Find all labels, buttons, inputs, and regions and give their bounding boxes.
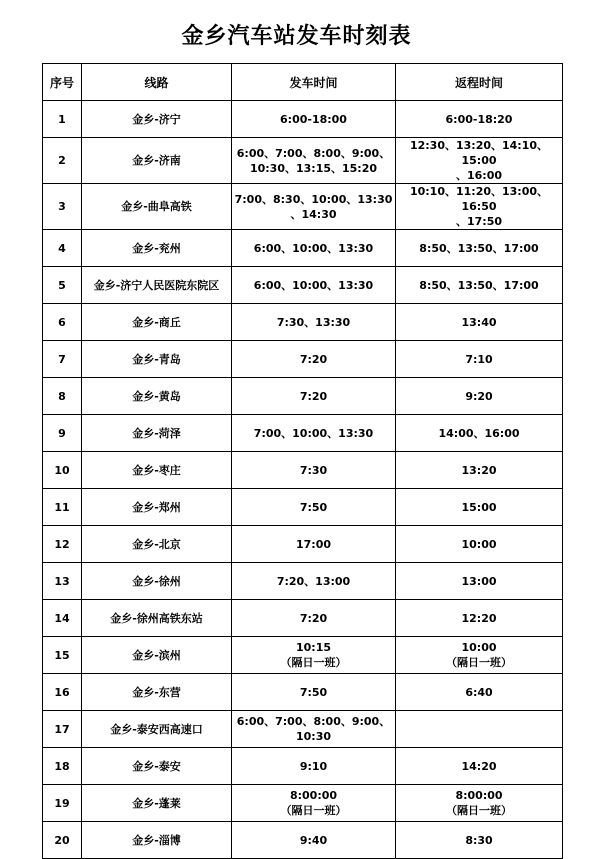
return-time	[396, 101, 563, 138]
row-number: 20	[43, 822, 82, 859]
time-text: （隔日一班）	[446, 804, 512, 817]
time-text: 12:20	[461, 611, 497, 625]
table-row	[43, 230, 563, 267]
time-text: 7:30、13:30	[276, 315, 351, 329]
depart-time	[232, 230, 396, 267]
depart-time	[232, 489, 396, 526]
time-text: 10:10、11:20、13:00、16:50	[409, 185, 549, 213]
time-text: 10:30	[295, 730, 331, 743]
row-number: 5	[43, 267, 82, 304]
depart-time	[232, 748, 396, 785]
time-text: 9:40	[299, 833, 328, 847]
route-name: 金乡-淄博	[82, 822, 232, 859]
time-text: 9:10	[299, 759, 328, 773]
time-text: 7:30	[299, 463, 328, 477]
time-text: 6:40	[465, 685, 493, 699]
return-time	[396, 822, 563, 859]
route-name: 金乡-济宁	[82, 101, 232, 138]
return-time	[396, 674, 563, 711]
depart-time	[232, 101, 396, 138]
time-text: 10:00	[461, 641, 497, 654]
depart-time	[232, 674, 396, 711]
return-time	[396, 748, 563, 785]
time-text: （隔日一班）	[446, 656, 512, 669]
route-name: 金乡-济南	[82, 138, 232, 184]
route-name: 金乡-兖州	[82, 230, 232, 267]
depart-time	[232, 267, 396, 304]
time-text: 10:00	[461, 537, 497, 551]
time-text: （隔日一班）	[280, 804, 347, 817]
return-time	[396, 526, 563, 563]
depart-time	[232, 415, 396, 452]
table-row	[43, 304, 563, 341]
row-number: 3	[43, 184, 82, 230]
route-name: 金乡-郑州	[82, 489, 232, 526]
return-time	[396, 378, 563, 415]
table-row	[43, 489, 563, 526]
page-title: 金乡汽车站发车时刻表	[181, 24, 412, 49]
time-text: 7:00、8:30、10:00、13:30	[234, 192, 393, 206]
time-text: 、14:30	[290, 207, 337, 221]
table-row	[43, 138, 563, 184]
route-name: 金乡-曲阜高铁	[82, 184, 232, 230]
row-number: 14	[43, 600, 82, 637]
time-text: 8:30	[465, 833, 493, 847]
route-name: 金乡-黄岛	[82, 378, 232, 415]
table-row	[43, 184, 563, 230]
return-time	[396, 138, 563, 184]
depart-time	[232, 822, 396, 859]
return-time	[396, 304, 563, 341]
table-row	[43, 711, 563, 748]
return-time	[396, 489, 563, 526]
table-row	[43, 748, 563, 785]
return-time	[396, 267, 563, 304]
table-row	[43, 563, 563, 600]
return-time	[396, 785, 563, 822]
row-number: 19	[43, 785, 82, 822]
table-row	[43, 526, 563, 563]
table-row	[43, 378, 563, 415]
time-text: 6:00、10:00、13:30	[253, 241, 374, 255]
depart-time	[232, 184, 396, 230]
time-text: 13:20	[461, 463, 497, 477]
time-text: 9:20	[465, 389, 493, 403]
depart-time	[232, 637, 396, 674]
table-row	[43, 267, 563, 304]
row-number: 11	[43, 489, 82, 526]
depart-time	[232, 526, 396, 563]
time-text: 、16:00	[455, 169, 502, 182]
table-row	[43, 785, 563, 822]
time-text: 6:00-18:00	[280, 112, 347, 126]
time-text: 8:00:00	[455, 789, 503, 802]
time-text: 12:30、13:20、14:10、15:00	[409, 139, 549, 167]
route-name: 金乡-青岛	[82, 341, 232, 378]
time-text: 6:00、10:00、13:30	[253, 278, 374, 292]
route-name: 金乡-商丘	[82, 304, 232, 341]
time-text: 14:00、16:00	[438, 426, 520, 440]
time-text: 6:00-18:20	[445, 112, 513, 126]
time-text: 8:50、13:50、17:00	[419, 241, 539, 255]
time-text: 13:40	[461, 315, 497, 329]
route-name: 金乡-枣庄	[82, 452, 232, 489]
time-text: （隔日一班）	[280, 656, 347, 669]
route-name: 金乡-滨州	[82, 637, 232, 674]
time-text: 14:20	[461, 759, 497, 773]
route-name: 金乡-蓬莱	[82, 785, 232, 822]
route-name: 金乡-菏泽	[82, 415, 232, 452]
row-number: 1	[43, 101, 82, 138]
time-text: 7:20、13:00	[276, 574, 351, 588]
return-time	[396, 600, 563, 637]
return-time	[396, 637, 563, 674]
route-name: 金乡-徐州	[82, 563, 232, 600]
row-number: 9	[43, 415, 82, 452]
depart-time	[232, 563, 396, 600]
route-name: 金乡-北京	[82, 526, 232, 563]
table-row	[43, 415, 563, 452]
depart-time	[232, 304, 396, 341]
time-text: 17:00	[295, 537, 331, 551]
time-text: 13:00	[461, 574, 497, 588]
return-time	[396, 341, 563, 378]
row-number: 7	[43, 341, 82, 378]
time-text: 7:10	[465, 352, 493, 366]
return-time	[396, 184, 563, 230]
route-name: 金乡-东营	[82, 674, 232, 711]
header-depart-time: 发车时间	[232, 64, 396, 101]
depart-time	[232, 711, 396, 748]
row-number: 6	[43, 304, 82, 341]
route-name: 金乡-泰安	[82, 748, 232, 785]
route-name: 金乡-济宁人民医院东院区	[82, 267, 232, 304]
time-text: 7:00、10:00、13:30	[253, 426, 374, 440]
return-time	[396, 711, 563, 748]
timetable-body	[43, 101, 563, 859]
time-text: 、17:50	[455, 215, 502, 228]
depart-time	[232, 341, 396, 378]
time-text: 10:15	[295, 641, 331, 654]
row-number: 4	[43, 230, 82, 267]
depart-time	[232, 785, 396, 822]
time-text: 6:00、7:00、8:00、9:00、	[236, 715, 391, 728]
time-text: 8:00:00	[289, 789, 338, 802]
time-text: 15:00	[461, 500, 497, 514]
row-number: 12	[43, 526, 82, 563]
time-text: 7:20	[299, 352, 328, 366]
table-row	[43, 341, 563, 378]
timetable	[42, 63, 563, 859]
header-return-time: 返程时间	[396, 64, 563, 101]
row-number: 13	[43, 563, 82, 600]
return-time	[396, 563, 563, 600]
row-number: 8	[43, 378, 82, 415]
row-number: 16	[43, 674, 82, 711]
row-number: 18	[43, 748, 82, 785]
return-time	[396, 230, 563, 267]
route-name: 金乡-泰安西高速口	[82, 711, 232, 748]
time-text: 7:20	[299, 611, 328, 625]
depart-time	[232, 600, 396, 637]
time-text: 8:50、13:50、17:00	[419, 278, 539, 292]
header-route: 线路	[82, 64, 232, 101]
table-row	[43, 822, 563, 859]
table-row	[43, 674, 563, 711]
table-row	[43, 452, 563, 489]
row-number: 2	[43, 138, 82, 184]
time-text: 10:30、13:15、15:20	[249, 161, 378, 175]
time-text: 7:20	[299, 389, 328, 403]
depart-time	[232, 138, 396, 184]
return-time	[396, 415, 563, 452]
route-name: 金乡-徐州高铁东站	[82, 600, 232, 637]
table-row	[43, 101, 563, 138]
time-text: 7:50	[299, 685, 328, 699]
table-row	[43, 600, 563, 637]
header-row	[43, 64, 563, 101]
row-number: 10	[43, 452, 82, 489]
return-time	[396, 452, 563, 489]
row-number: 15	[43, 637, 82, 674]
time-text: 7:50	[299, 500, 328, 514]
table-row	[43, 637, 563, 674]
header-no: 序号	[43, 64, 82, 101]
depart-time	[232, 452, 396, 489]
depart-time	[232, 378, 396, 415]
time-text: 6:00、7:00、8:00、9:00、	[236, 146, 391, 160]
row-number: 17	[43, 711, 82, 748]
